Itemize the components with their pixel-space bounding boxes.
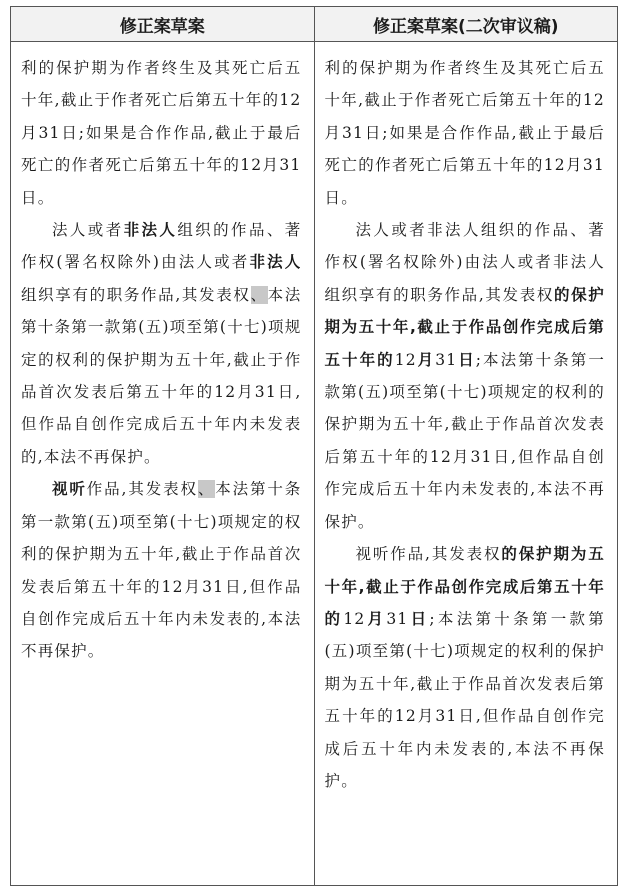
right-paragraph-1: 利的保护期为作者终生及其死亡后五十年,截止于作者死亡后第五十年的12月31日;如果是合作作品,截止于最后死亡的作者死亡后第五十年的12月31日。 bbox=[324, 59, 605, 207]
left-p3-highlight-mark: 、 bbox=[197, 480, 216, 499]
right-p3-bold-1: 的保护期为五十年,截止于作品创作完成后第五十年的 bbox=[324, 545, 605, 628]
right-p2-text-2: 12 bbox=[394, 350, 417, 369]
left-paragraph-3 bbox=[21, 473, 302, 667]
left-p3-text-2: 本法第十条第一款第(五)项至第(十七)项规定的权利的保护期为五十年,截止于作品首次发表后第五十年的12月31日,但作品自创作完成后五十年内未发表的,本法不再保护。 bbox=[21, 480, 302, 661]
header-row bbox=[11, 7, 618, 42]
left-p2-bold-2: 非法人 bbox=[249, 253, 302, 272]
right-p3-text-4: ;本法第十条第一款第(五)项至第(十七)项规定的权利的保护期为五十年,截止于作品首次发表后第五十年的12月31日,但作品自创作完成后五十年内未发表的,本法不再保护。 bbox=[324, 609, 606, 790]
right-p3-text-2: 12 bbox=[343, 609, 366, 628]
left-p2-text-1: 法人或者 bbox=[52, 221, 124, 240]
content-row bbox=[11, 42, 618, 886]
left-paragraph-2 bbox=[21, 214, 302, 473]
right-p2-bold-2: 月 bbox=[416, 350, 436, 369]
left-p3-bold-1: 视听 bbox=[52, 480, 87, 499]
right-p3-text-1: 视听作品,其发表权 bbox=[355, 545, 502, 564]
right-p2-bold-3: 日 bbox=[457, 350, 476, 369]
left-p2-highlight-mark: 、 bbox=[250, 285, 268, 304]
left-column-header: 修正案草案 bbox=[11, 7, 315, 42]
right-p2-text-1: 法人或者非法人组织的作品、著作权(署名权除外)由法人或者非法人组织享有的职务作品,其发表权 bbox=[324, 221, 605, 304]
right-column-header: 修正案草案(二次审议稿) bbox=[314, 7, 618, 42]
right-paragraph-2 bbox=[325, 214, 606, 538]
left-paragraph-1: 利的保护期为作者终生及其死亡后五十年,截止于作者死亡后第五十年的12月31日;如果是合作作品,截止于最后死亡的作者死亡后第五十年的12月31日。 bbox=[21, 59, 302, 207]
right-p2-text-3: 31 bbox=[435, 350, 458, 369]
left-p2-text-2: 组织的作品、著作权(署名权除外)由法人或者 bbox=[21, 221, 302, 272]
left-p2-text-3: 组织享有的职务作品,其发表权 bbox=[21, 285, 251, 304]
left-column-cell bbox=[11, 42, 315, 886]
left-p2-text-4: 本法第十条第一款第(五)项至第(十七)项规定的权利的保护期为五十年,截止于作品首次发表后第五十年的12月31日,但作品自创作完成后五十年内未发表的,本法不再保护。 bbox=[21, 285, 302, 466]
right-p2-text-4: ;本法第十条第一款第(五)项至第(十七)项规定的权利的保护期为五十年,截止于作品首次发表后第五十年的12月31日,但作品自创作完成后五十年内未发表的,本法不再保护。 bbox=[324, 350, 606, 531]
left-p3-text-1: 作品,其发表权 bbox=[86, 480, 198, 499]
right-p2-bold-1: 的保护期为五十年,截止于作品创作完成后第五十年的 bbox=[324, 285, 605, 369]
right-p3-bold-3: 日 bbox=[408, 609, 430, 628]
left-p2-bold-1: 非法人 bbox=[123, 221, 178, 240]
right-column-cell bbox=[314, 42, 618, 886]
right-p3-text-3: 31 bbox=[386, 609, 409, 628]
comparison-table bbox=[10, 6, 618, 886]
right-paragraph-3 bbox=[325, 538, 606, 797]
right-p3-bold-2: 月 bbox=[365, 609, 387, 628]
